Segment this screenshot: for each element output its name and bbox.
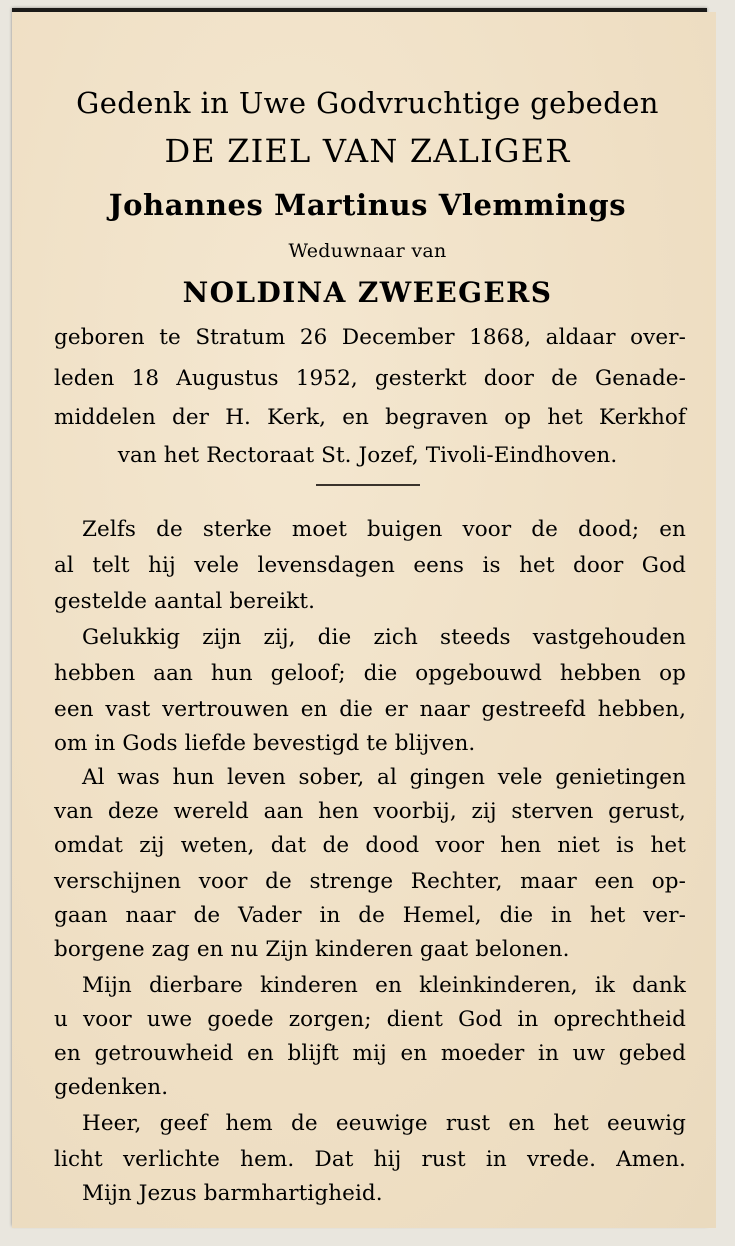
bio-line: leden 18 Augustus 1952, gesterkt door de Genade- (54, 366, 686, 391)
spouse-name: NOLDINA ZWEEGERS (182, 276, 553, 309)
bio-line: van het Rectoraat St. Jozef, Tivoli-Eindhoven. (117, 443, 618, 468)
text-line: een vast vertrouwen en die er naar gestreefd hebben, (54, 697, 686, 722)
deceased-name: Johannes Martinus Vlemmings (108, 188, 627, 222)
text-line: van deze wereld aan hen voorbij, zij sterven gerust, (54, 799, 686, 824)
text-line: en getrouwheid en blijft mij en moeder in uw gebed (54, 1041, 686, 1066)
text-line: Mijn dierbare kinderen en kleinkinderen, ik dank (82, 973, 686, 998)
text-line: Gelukkig zijn zij, die zich steeds vastgehouden (82, 625, 686, 650)
text-line: Zelfs de sterke moet buigen voor de dood; en (82, 517, 686, 542)
text-line: omdat zij weten, dat de dood voor hen niet is het (54, 833, 686, 858)
text-line: al telt hij vele levensdagen eens is het door God (54, 553, 686, 578)
invocation-line: Gedenk in Uwe Godvruchtige gebeden (76, 86, 659, 120)
text-line: Mijn Jezus barmhartigheid. (82, 1181, 383, 1206)
soul-heading: DE ZIEL VAN ZALIGER (164, 132, 571, 170)
text-line: gestelde aantal bereikt. (54, 589, 315, 614)
text-line: borgene zag en nu Zijn kinderen gaat belonen. (54, 937, 570, 962)
text-line: om in Gods liefde bevestigd te blijven. (54, 731, 476, 756)
relation-label: Weduwnaar van (288, 240, 447, 262)
bio-line: middelen der H. Kerk, en begraven op het Kerkhof (54, 405, 686, 430)
text-line: gedenken. (54, 1075, 169, 1100)
text-line: verschijnen voor de strenge Rechter, maar een op- (54, 869, 686, 894)
section-divider (316, 484, 420, 486)
text-line: licht verlichte hem. Dat hij rust in vrede. Amen. (54, 1147, 686, 1172)
text-line: Heer, geef hem de eeuwige rust en het eeuwig (82, 1111, 686, 1136)
text-line: gaan naar de Vader in de Hemel, die in het ver- (54, 903, 686, 928)
text-line: Al was hun leven sober, al gingen vele genietingen (82, 765, 686, 790)
text-line: hebben aan hun geloof; die opgebouwd hebben op (54, 661, 686, 686)
bio-line: geboren te Stratum 26 December 1868, aldaar over- (54, 325, 686, 350)
text-line: u voor uwe goede zorgen; dient God in oprechtheid (54, 1007, 686, 1032)
